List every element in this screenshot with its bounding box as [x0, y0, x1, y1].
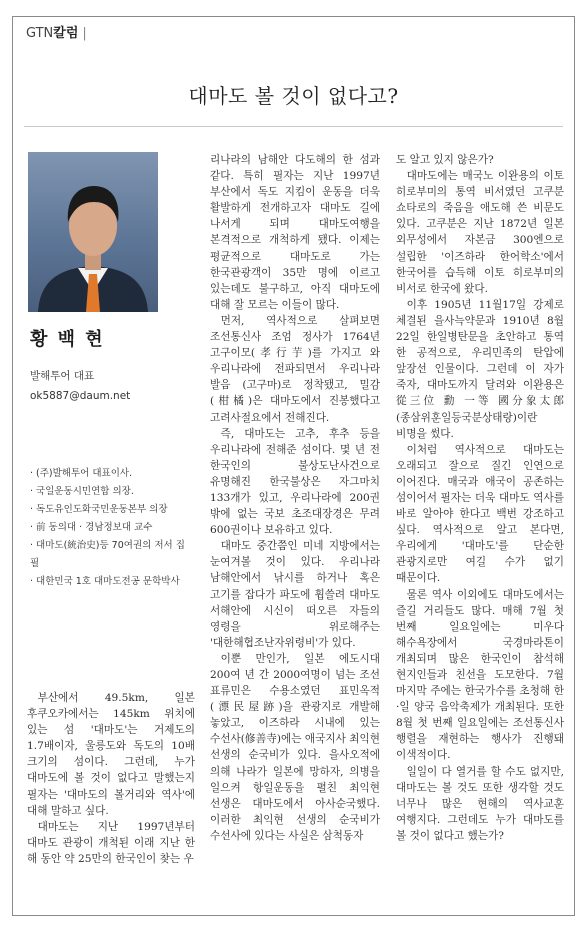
paragraph: 대마도는 지난 1997년부터 대마도 관광이 개척된 이래 지난 한 해 동안 약 25만의 한국인이 찾는 우: [27, 820, 195, 865]
paragraph: 물론 역사 이외에도 대마도에서는 즐길 거리들도 많다. 매해 7월 첫 번째 일요일에는 미우다 해수욕장에서 국경마라톤이 개최되며 많은 한국인이 참석해 현지인들과 친선을 도모한다. 7월 마지막 주에는 한국가수를 초청해 한·일 양국 음악축제가 개최된다. 또한 8월 첫 번째 일요일에는 조선통신사 행렬을 재현하는 행사가 진행돼 이색적이다.: [396, 588, 564, 762]
paragraph: 일일이 다 열거를 할 수도 없지만, 대마도는 볼 것도 또한 생각할 것도 너무나 많은 현해의 역사교훈 여행지다. 그런데도 누가 대마도를 볼 것이 없다고 했는가?: [396, 765, 564, 842]
section-name: 칼럼: [53, 26, 79, 41]
column-header: [26, 22, 87, 41]
paragraph: 리나라의 남해안 다도해의 한 섬과 같다. 특히 필자는 지난 1997년 부산에서 독도 지킴이 운동을 더욱 활발하게 전개하고자 대마도 길에 나서게 되며 대마도여행을 본격적으로 개척하게 됐다. 이제는 평균적으로 대마도로 가는 한국관광객이 35만 명에 이르고 있는데도 불구하고, 아직 대마도에 대해 잘 모르는 이들이 많다.: [210, 154, 380, 311]
paragraph: 도 알고 있지 않은가?: [396, 154, 494, 166]
title-divider: [24, 126, 563, 127]
paragraph: 부산에서 49.5km, 일본 후쿠오카에서는 145km 위치에 있는 섬 '대마도'는 거제도의 1.7배이자, 울릉도와 독도의 10배 크기의 섬이다. 그런데, 누가 대마도에 볼 것이 없다고 말했는지 필자는 '대마도의 볼거리와 역사'에 대해 말하고 싶다.: [27, 692, 195, 817]
author-photo: [28, 152, 158, 312]
paragraph: 이처럼 역사적으로 대마도는 오래되고 잘으로 질긴 인연으로 이어진다. 매국과 애국이 공존하는 섬이어서 필자는 더욱 대마도 역사를 바로 알아야 한다고 백번 강조하고 싶다. 역사적으로 알고 본다면, 우리에게 '대마도'를 단순한 관광지로만 여길 수가 없기 때문이다.: [396, 443, 564, 585]
paragraph: 대마도 중간쯤인 미네 지방에서는 눈여겨볼 것이 있다. 우리나라 남해안에서 낚시를 하거나 혹은 고기를 잡다가 파도에 휩쓸려 대마도 서해안에 시신이 떠오른 자들의 영령을 위로해주는 '대한해협조난자위령비'가 있다.: [210, 540, 380, 649]
author-portrait-image: [28, 152, 158, 312]
article-column-2: [210, 152, 380, 844]
career-item: · (주)발해투어 대표이사.: [30, 468, 133, 479]
career-item: · 국일운동시민연합 의장.: [30, 486, 134, 497]
article-column-3: [396, 152, 564, 844]
paragraph: 이후 1905년 11월17일 강제로 체결된 을사늑약문과 1910년 8월 22일 한일병탄문을 초안하고 통역 한 공적으로, 우리민족의 탄압에 앞장선 인물이다. 그런데 이 자가 죽자, 대마도까지 달려와 이완용은 從三位 勳 一等 國分象太郎(종삼위훈일등국분상태랑)이란 비명을 썼다.: [396, 298, 564, 440]
author-title: 발해투어 대표: [30, 370, 95, 382]
brand-name: GTN: [26, 26, 54, 41]
article-column-1: [27, 690, 195, 867]
paragraph: 이뿐 만인가, 일본 에도시대 200여 년 간 2000여명이 넘는 조선 표류민은 수용소였던 표민옥적(漂民屋跡)을 관광지로 개발해 놓았고, 이즈하라 시내에 있는 수선사(修善寺)에는 애국지사 최익현 선생의 순국비가 있다. 을사오적에 의해 나라가 일본에 망하자, 의병을 일으켜 항일운동을 펼친 최익현 선생은 대마도에서 아사순국했다. 이러한 최익현 선생의 순국비가 수선사에 있다는 사실은 삼척동자: [210, 652, 380, 842]
career-item: · 독도유인도화국민운동본부 의장: [30, 504, 168, 515]
career-item: · 대마도(統治史)등 70여권의 저서 집필: [30, 540, 185, 569]
paragraph: 먼저, 역사적으로 살펴보면 조선통신사 조엄 정사가 1764년 고구이모(孝行芋)를 가지고 와 우리나라에 전파되면서 우리나라 발음 (고구마)로 정착됐고, 밀감(柑橘)은 대마도에서 진봉했다고 고려사절요에서 전해진다.: [210, 314, 380, 424]
author-name: 황 백 현: [30, 329, 105, 350]
author-email: ok5887@daum.net: [30, 390, 131, 402]
headline: 대마도 볼 것이 없다고?: [188, 84, 399, 108]
career-item: · 대한민국 1호 대마도전공 문학박사: [30, 576, 180, 587]
career-item: · 前 동의대 · 경남정보대 교수: [30, 522, 153, 533]
paragraph: 즉, 대마도는 고추, 후추 등을 우리나라에 전해준 섬이다. 몇 년 전 한국인의 불상도난사건으로 유명해진 한국불상은 자그마치 133개가 있고, 우리나라에 200권 밖에 없는 국보 초조대장경은 무려 600권이나 보유하고 있다.: [210, 427, 380, 537]
author-meta: [30, 366, 130, 406]
header-divider: |: [82, 26, 87, 41]
paragraph: 대마도에는 매국노 이완용의 이토 히로부미의 통역 비서였던 고쿠분 쇼타로의 죽음을 애도해 쓴 비문도 있다. 고쿠분은 지난 1872년 일본 외무성에서 자본금 300엔으로 설립한 '이즈하라 한어학소'에서 한국어를 습득해 이토 히로부미의 비서로 한국에 왔다.: [396, 170, 564, 295]
author-career-list: [30, 465, 190, 591]
